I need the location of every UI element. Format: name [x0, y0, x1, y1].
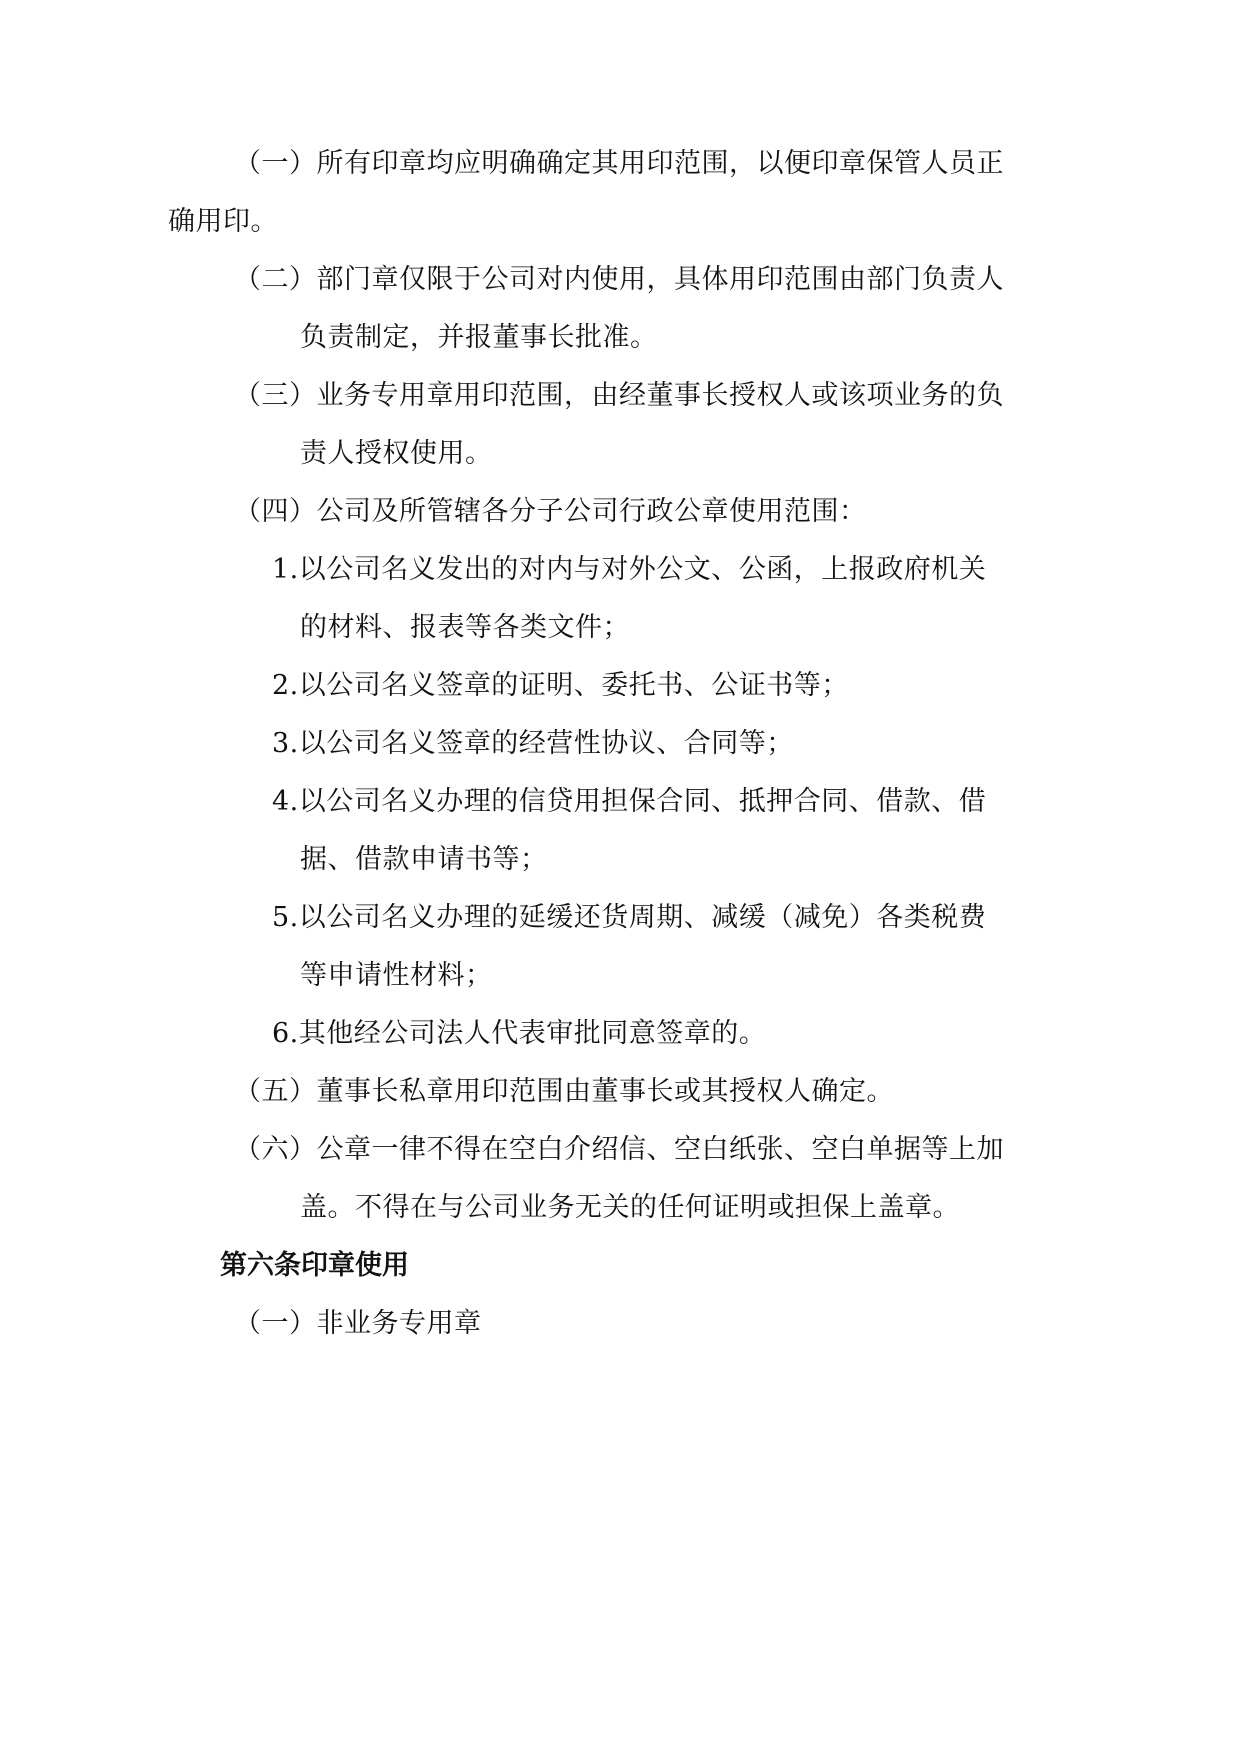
item5-line1: （五）董事长私章用印范围由董事长或其授权人确定。: [234, 1076, 894, 1107]
sub-item-5-line2: 等申请性材料；: [300, 960, 493, 991]
sub-item-5-line1: 5.以公司名义办理的延缓还货周期、减缓（减免）各类税费: [272, 902, 987, 933]
item2-line1: （二）部门章仅限于公司对内使用，具体用印范围由部门负责人: [234, 264, 1004, 295]
sub-item-2-line1: 2.以公司名义签章的证明、委托书、公证书等；: [272, 670, 849, 701]
item1-line1: （一）所有印章均应明确确定其用印范围，以便印章保管人员正: [234, 148, 1004, 179]
sub-item-4-line1: 4.以公司名义办理的信贷用担保合同、抵押合同、借款、借: [272, 786, 987, 817]
item6-line2: 盖。不得在与公司业务无关的任何证明或担保上盖章。: [300, 1192, 960, 1223]
item3-line2: 责人授权使用。: [300, 438, 493, 469]
sub-item-1-line1: 1.以公司名义发出的对内与对外公文、公函，上报政府机关: [272, 554, 987, 585]
article-item1: （一）非业务专用章: [234, 1308, 482, 1339]
item1-line2: 确用印。: [168, 206, 278, 237]
article-heading: 第六条印章使用: [220, 1250, 409, 1281]
sub-item-1-line2: 的材料、报表等各类文件；: [300, 612, 630, 643]
item6-line1: （六）公章一律不得在空白介绍信、空白纸张、空白单据等上加: [234, 1134, 1004, 1165]
sub-item-3-line1: 3.以公司名义签章的经营性协议、合同等；: [272, 728, 794, 759]
sub-item-4-line2: 据、借款申请书等；: [300, 844, 548, 875]
item4-line1: （四）公司及所管辖各分子公司行政公章使用范围：: [234, 496, 867, 527]
sub-item-6-line1: 6.其他经公司法人代表审批同意签章的。: [272, 1018, 767, 1049]
item2-line2: 负责制定，并报董事长批准。: [300, 322, 658, 353]
item3-line1: （三）业务专用章用印范围，由经董事长授权人或该项业务的负: [234, 380, 1004, 411]
